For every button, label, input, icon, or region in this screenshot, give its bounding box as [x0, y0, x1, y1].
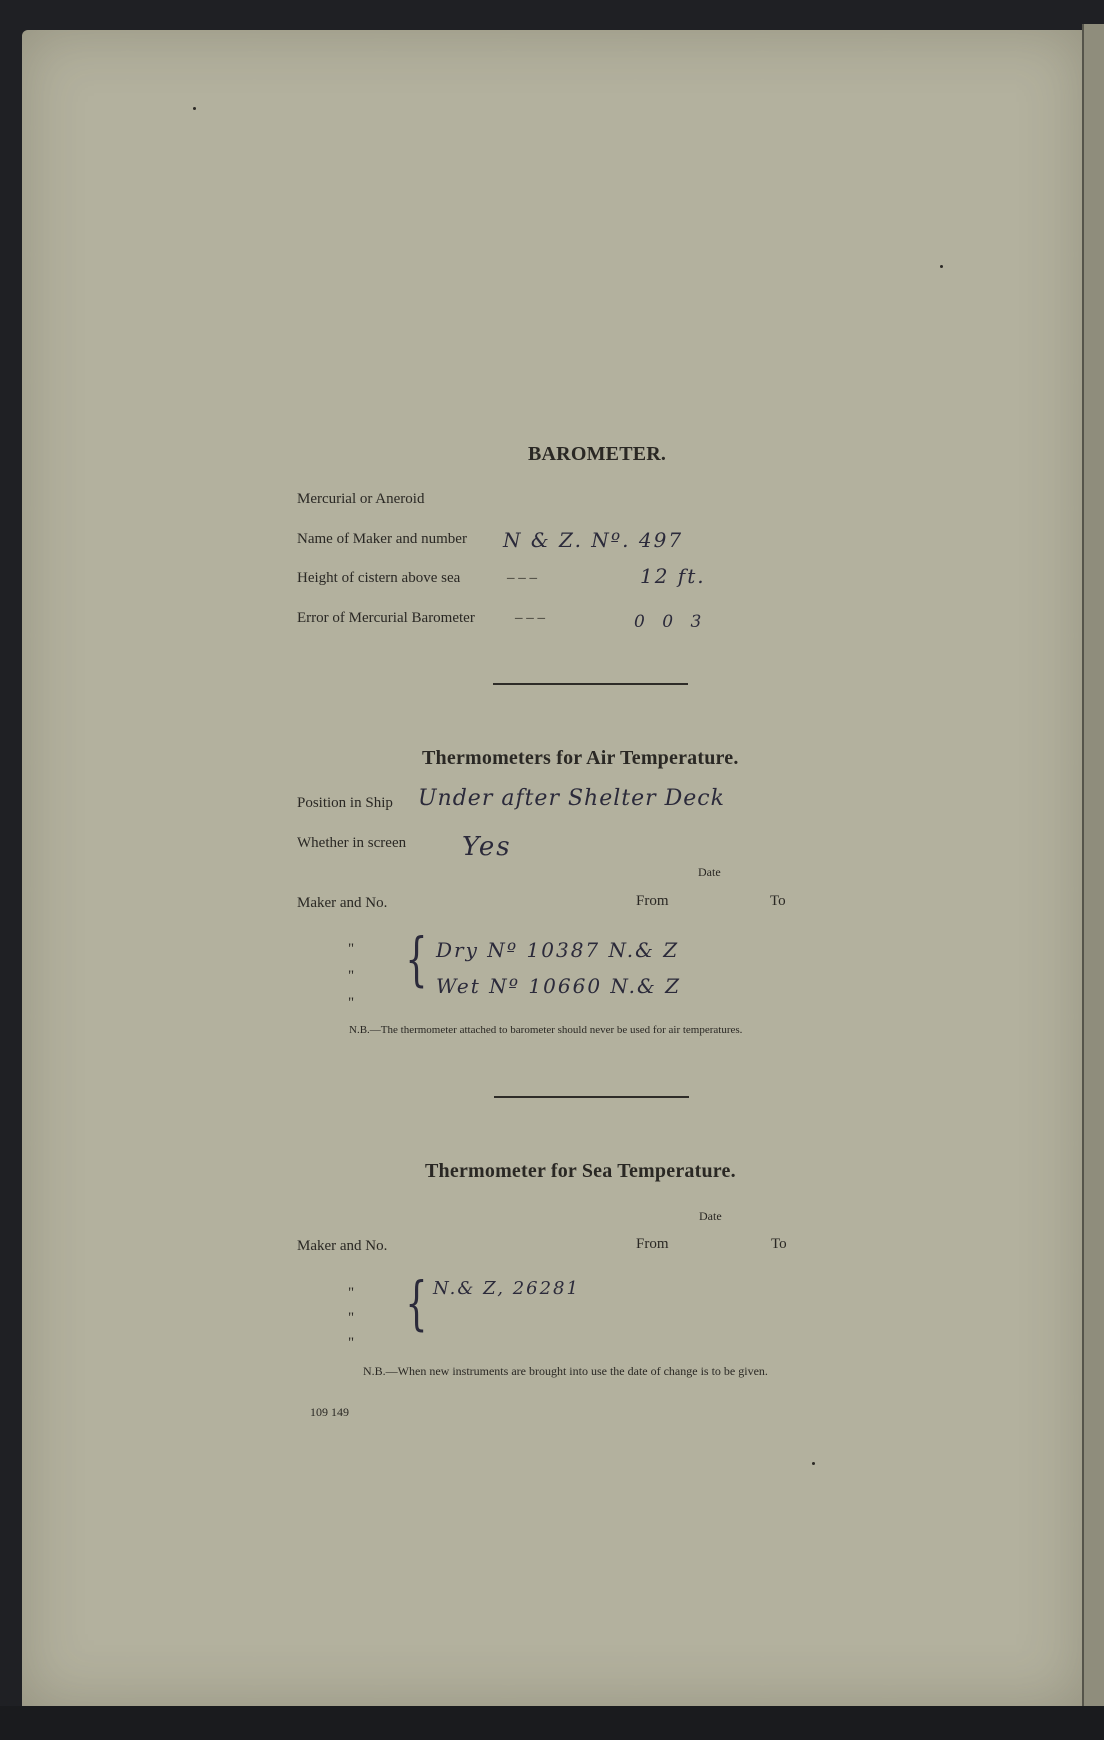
- sea-date-label: Date: [699, 1209, 722, 1223]
- scan-border: [0, 1706, 1104, 1740]
- air-maker-label: Maker and No.: [297, 895, 388, 911]
- position-in-ship-label: Position in Ship: [297, 795, 393, 811]
- barometer-error-dashes: – – –: [515, 610, 545, 626]
- cistern-height-value: 12 ft.: [640, 564, 706, 588]
- section-divider: [494, 1096, 689, 1098]
- mercurial-or-aneroid-label: Mercurial or Aneroid: [297, 491, 425, 507]
- sea-ditto-mark: ": [348, 1310, 355, 1326]
- paper-speck: [193, 107, 196, 110]
- cistern-height-dashes: – – –: [507, 570, 537, 586]
- whether-in-screen-label: Whether in screen: [297, 835, 407, 851]
- sea-ditto-mark: ": [348, 1335, 355, 1351]
- sea-note: N.B.—When new instruments are brought into use the date of change is to be given.: [363, 1364, 768, 1378]
- barometer-heading: BAROMETER.: [528, 443, 667, 465]
- maker-number-label: Name of Maker and number: [297, 531, 467, 547]
- paper-speck: [812, 1462, 815, 1465]
- barometer-error-value: 0 0 3: [634, 612, 708, 632]
- position-in-ship-value: Under after Shelter Deck: [418, 786, 725, 811]
- ledger-page: [22, 30, 1082, 1706]
- sea-ditto-mark: ": [348, 1285, 355, 1301]
- sea-from-label: From: [636, 1236, 669, 1252]
- whether-in-screen-value: Yes: [462, 832, 512, 862]
- section-divider: [493, 683, 688, 685]
- air-ditto-mark: ": [348, 968, 355, 984]
- paper-speck: [940, 265, 943, 268]
- sea-bracket-brace: {: [405, 1269, 428, 1337]
- form-number: 109 149: [310, 1405, 349, 1419]
- air-date-label: Date: [698, 865, 721, 879]
- dry-thermometer-value: Dry Nº 10387 N.& Z: [436, 938, 680, 962]
- air-note: N.B.—The thermometer attached to barometer should never be used for air temperatures.: [349, 1024, 743, 1036]
- cistern-height-label: Height of cistern above sea: [297, 570, 461, 586]
- page-edge: [1082, 24, 1104, 1714]
- maker-number-value: N & Z. Nº. 497: [503, 528, 684, 552]
- air-ditto-mark: ": [348, 995, 355, 1011]
- sea-thermometer-heading: Thermometer for Sea Temperature.: [425, 1160, 736, 1182]
- air-from-label: From: [636, 893, 669, 909]
- sea-thermometer-value: N.& Z, 26281: [433, 1278, 580, 1299]
- air-bracket-brace: {: [405, 925, 428, 993]
- air-to-label: To: [770, 893, 786, 909]
- barometer-error-label: Error of Mercurial Barometer: [297, 610, 475, 626]
- sea-to-label: To: [771, 1236, 787, 1252]
- sea-maker-label: Maker and No.: [297, 1238, 388, 1254]
- wet-thermometer-value: Wet Nº 10660 N.& Z: [436, 974, 682, 998]
- air-thermometers-heading: Thermometers for Air Temperature.: [422, 747, 739, 769]
- air-ditto-mark: ": [348, 941, 355, 957]
